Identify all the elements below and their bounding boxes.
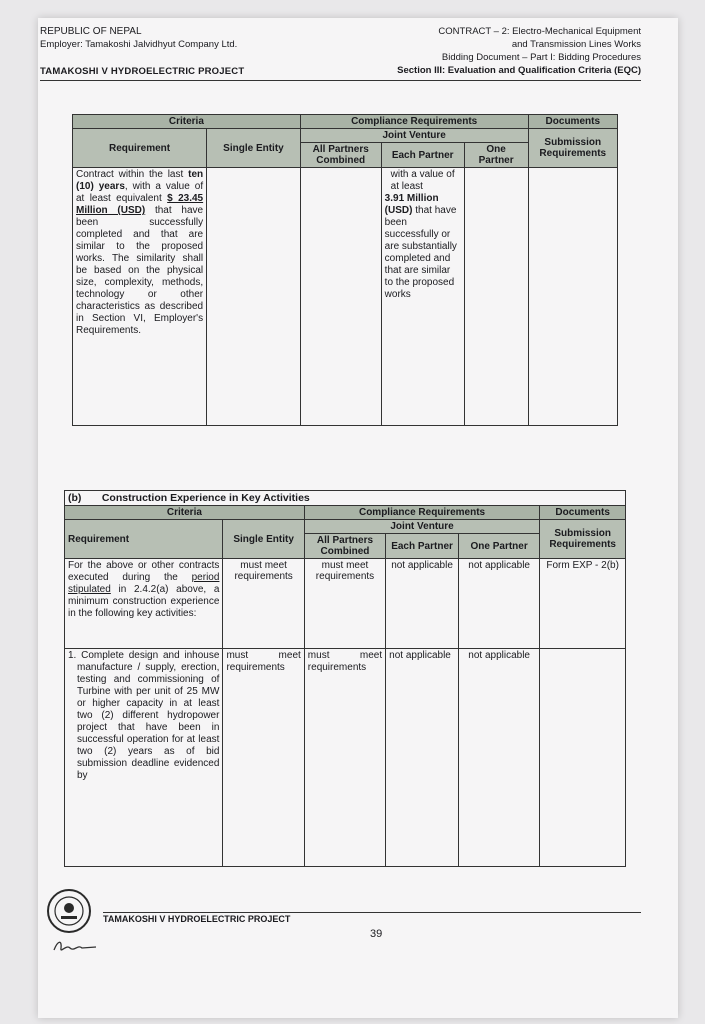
documents-cell (528, 168, 617, 426)
header-project: TAMAKOSHI V HYDROELECTRIC PROJECT (40, 66, 245, 77)
company-seal-icon (46, 888, 92, 934)
page-number: 39 (370, 928, 383, 940)
header-joint-venture: Joint Venture (300, 129, 528, 143)
header-compliance: Compliance Requirements (300, 115, 528, 129)
row2-one-partner: not applicable (458, 649, 539, 867)
each-amount: 3.91 Million (USD) (384, 193, 439, 216)
subsection-label: (b) (68, 492, 82, 504)
header-section: Section III: Evaluation and Qualification Criteria (EQC) (397, 65, 641, 76)
header-all-partners: All Partners Combined (304, 534, 385, 559)
header-documents: Documents (528, 115, 617, 129)
header-criteria: Criteria (65, 506, 305, 520)
req-part: that have been successfully completed and that are similar to the proposed works. The similarity shall be based on the physical size, complexity, methods, technology or other characteristics as described in Section VI, Employer's Requirements. (76, 205, 204, 336)
header-right (397, 25, 641, 77)
header-each-partner: Each Partner (386, 534, 459, 559)
header-one-partner: One Partner (458, 534, 539, 559)
header-requirement: Requirement (65, 520, 223, 559)
header-contract-cont: and Transmission Lines Works (511, 39, 641, 50)
header-documents: Documents (540, 506, 626, 520)
req-period: period stipulated (68, 572, 220, 595)
row1-each-partner: not applicable (386, 559, 459, 649)
requirement-text (73, 168, 207, 426)
row1-requirement (65, 559, 223, 649)
subsection-title (65, 491, 626, 506)
row2-each-partner: not applicable (386, 649, 459, 867)
req-years: ten (10) years (76, 169, 204, 192)
each-partner-cell (381, 168, 464, 426)
single-entity-cell (207, 168, 301, 426)
header-contract: CONTRACT – 2: Electro-Mechanical Equipment (438, 26, 641, 37)
header-country: REPUBLIC OF NEPAL (40, 26, 142, 37)
header-joint-venture: Joint Venture (304, 520, 540, 534)
header-single-entity: Single Entity (223, 520, 304, 559)
header-all-partners: All Partners Combined (300, 143, 381, 168)
header-one-partner: One Partner (464, 143, 528, 168)
all-partners-cell (300, 168, 381, 426)
criteria-table-b (64, 490, 626, 867)
header-criteria: Criteria (73, 115, 301, 129)
each-part: with a value of at least (390, 169, 455, 192)
header-submission: Submission Requirements (540, 520, 626, 559)
header-rule (40, 80, 641, 81)
header-submission: Submission Requirements (528, 129, 617, 168)
row2-requirement: 1. Complete design and inhouse manufacture / supply, erection, testing and commissioning of Turbine with per unit of 25 MW or higher capacity in at least two (2) different hydropower project that have been in successful operation for at least two (2) years as of bid submission deadline evidenced by (65, 649, 223, 867)
signature-icon (52, 938, 98, 956)
header-compliance: Compliance Requirements (304, 506, 540, 520)
row1-single-entity: must meet requirements (223, 559, 304, 649)
req-part: For the above or other contracts executed during the (68, 560, 220, 583)
req-part: , with a value of at least equivalent (76, 181, 204, 204)
row2-all-partners: must meet requirements (304, 649, 385, 867)
subsection-heading: Construction Experience in Key Activities (101, 492, 310, 504)
footer-project: TAMAKOSHI V HYDROELECTRIC PROJECT (103, 914, 291, 924)
row2-single-entity: must meet requirements (223, 649, 304, 867)
footer-rule (103, 912, 641, 913)
header-requirement: Requirement (73, 129, 207, 168)
req-amount: $ 23.45 Million (USD) (76, 193, 204, 216)
header-each-partner: Each Partner (381, 143, 464, 168)
each-part: that have been successfully or are substantially completed and that are similar to the proposed works (384, 205, 457, 300)
req-part: in 2.4.2(a) above, a minimum construction experience in the following key activities: (68, 584, 220, 619)
criteria-table-a (72, 114, 618, 426)
req-part: Contract within the last (76, 169, 184, 180)
header-bidding-doc: Bidding Document – Part I: Bidding Procedures (441, 52, 641, 63)
header-single-entity: Single Entity (207, 129, 301, 168)
row1-documents: Form EXP - 2(b) (540, 559, 626, 649)
header-left (40, 25, 237, 51)
row1-all-partners: must meet requirements (304, 559, 385, 649)
row2-documents (540, 649, 626, 867)
row1-one-partner: not applicable (458, 559, 539, 649)
header-employer: Employer: Tamakoshi Jalvidhyut Company Ltd. (40, 39, 238, 50)
one-partner-cell (464, 168, 528, 426)
